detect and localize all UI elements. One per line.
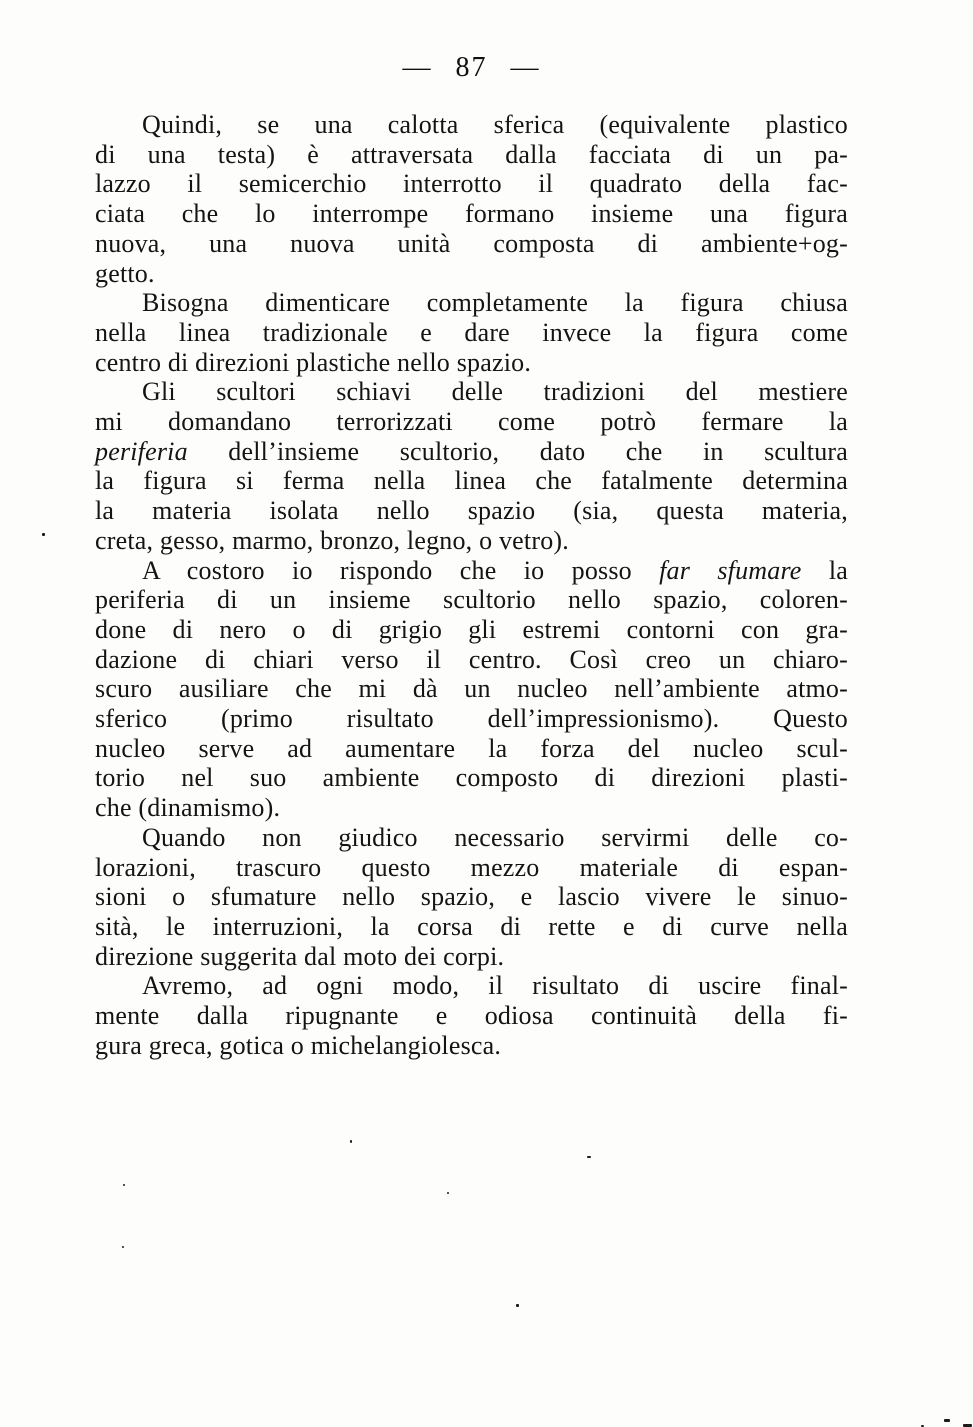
text-line bbox=[95, 1001, 848, 1031]
text-segment: lorazioni, trascuro questo mezzo materiale di espan- bbox=[95, 852, 848, 882]
text-segment: la figura si ferma nella linea che fatalmente determina bbox=[95, 466, 848, 496]
scan-speck bbox=[122, 1246, 124, 1248]
text-segment: mi domandano terrorizzati come potrò fermare la bbox=[95, 407, 848, 437]
page-number: — 87 — bbox=[402, 52, 541, 83]
text-segment: torio nel suo ambiente composto di direzioni plasti- bbox=[95, 763, 848, 793]
text-segment: che (dinamismo). bbox=[95, 793, 281, 823]
text-line bbox=[95, 318, 848, 348]
text-line bbox=[95, 466, 848, 496]
text-line bbox=[95, 1031, 848, 1061]
italic-text: periferia bbox=[95, 436, 188, 466]
text-segment: dazione di chiari verso il centro. Così creo un chiaro- bbox=[95, 644, 848, 674]
text-segment: sferico (primo risultato dell’impressionismo). Questo bbox=[95, 704, 848, 734]
text-segment: la materia isolata nello spazio (sia, questa materia, bbox=[95, 496, 848, 526]
text-segment: la bbox=[801, 555, 848, 585]
paragraph bbox=[95, 556, 848, 823]
text-line bbox=[95, 169, 848, 199]
text-line bbox=[95, 793, 848, 823]
text-line bbox=[95, 110, 848, 140]
text-line bbox=[95, 377, 848, 407]
italic-text: far sfumare bbox=[659, 555, 802, 585]
text-line bbox=[95, 407, 848, 437]
text-line bbox=[95, 229, 848, 259]
text-segment: nuova, una nuova unità composta di ambiente+og- bbox=[95, 228, 848, 258]
text-line bbox=[95, 199, 848, 229]
scan-speck bbox=[350, 1140, 352, 1143]
text-line bbox=[95, 734, 848, 764]
text-segment: creta, gesso, marmo, bronzo, legno, o vetro). bbox=[95, 525, 569, 555]
text-segment: getto. bbox=[95, 258, 155, 288]
text-line bbox=[95, 496, 848, 526]
text-line bbox=[95, 348, 848, 378]
text-line bbox=[95, 437, 848, 467]
text-line bbox=[95, 853, 848, 883]
text-line bbox=[95, 288, 848, 318]
text-line bbox=[95, 823, 848, 853]
text-line bbox=[95, 615, 848, 645]
text-block bbox=[95, 110, 848, 1061]
text-line bbox=[95, 912, 848, 942]
text-line bbox=[95, 140, 848, 170]
scan-speck bbox=[944, 1419, 950, 1422]
paragraph bbox=[95, 377, 848, 555]
text-segment: done di nero o di grigio gli estremi contorni con gra- bbox=[95, 614, 848, 644]
text-line bbox=[95, 882, 848, 912]
paragraph bbox=[95, 288, 848, 377]
text-segment: di una testa) è attraversata dalla facciata di un pa- bbox=[95, 139, 848, 169]
scan-speck bbox=[587, 1156, 591, 1158]
text-segment: Quando non giudico necessario servirmi delle co- bbox=[142, 822, 848, 852]
text-segment: dell’insieme scultorio, dato che in scultura bbox=[187, 436, 848, 466]
scan-speck bbox=[516, 1304, 519, 1307]
text-segment: Quindi, se una calotta sferica (equivalente plastico bbox=[142, 110, 848, 139]
paragraph bbox=[95, 823, 848, 972]
text-segment: nella linea tradizionale e dare invece la figura come bbox=[95, 317, 848, 347]
text-segment: centro di direzioni plastiche nello spazio. bbox=[95, 347, 532, 377]
text-line bbox=[95, 763, 848, 793]
text-segment: sioni o sfumature nello spazio, e lascio vivere le sinuo- bbox=[95, 882, 848, 912]
scan-speck bbox=[42, 533, 45, 536]
text-line bbox=[95, 585, 848, 615]
text-line bbox=[95, 704, 848, 734]
text-segment: periferia di un insieme scultorio nello spazio, coloren- bbox=[95, 585, 848, 615]
text-line bbox=[95, 645, 848, 675]
text-segment: Gli scultori schiavi delle tradizioni del mestiere bbox=[142, 377, 848, 407]
text-line bbox=[95, 971, 848, 1001]
paragraph bbox=[95, 110, 848, 288]
text-line bbox=[95, 526, 848, 556]
text-segment: direzione suggerita dal moto dei corpi. bbox=[95, 941, 505, 971]
text-segment: A costoro io rispondo che io posso bbox=[142, 555, 660, 585]
text-segment: lazzo il semicerchio interrotto il quadrato della fac- bbox=[95, 169, 848, 199]
text-segment: nucleo serve ad aumentare la forza del nucleo scul- bbox=[95, 733, 848, 763]
text-line bbox=[95, 942, 848, 972]
text-segment: mente dalla ripugnante e odiosa continuità della fi- bbox=[95, 1001, 848, 1031]
text-line bbox=[95, 556, 848, 586]
text-segment: scuro ausiliare che mi dà un nucleo nell’ambiente atmo- bbox=[95, 674, 848, 704]
text-line bbox=[95, 674, 848, 704]
text-segment: sità, le interruzioni, la corsa di rette e di curve nella bbox=[95, 911, 848, 941]
text-segment: ciata che lo interrompe formano insieme una figura bbox=[95, 199, 848, 229]
text-segment: Avremo, ad ogni modo, il risultato di uscire final- bbox=[142, 971, 848, 1001]
paragraph bbox=[95, 971, 848, 1060]
text-segment: gura greca, gotica o michelangiolesca. bbox=[95, 1030, 502, 1060]
scan-speck bbox=[447, 1192, 449, 1194]
text-line bbox=[95, 259, 848, 289]
text-segment: Bisogna dimenticare completamente la figura chiusa bbox=[142, 288, 848, 318]
scan-speck bbox=[123, 1184, 125, 1186]
